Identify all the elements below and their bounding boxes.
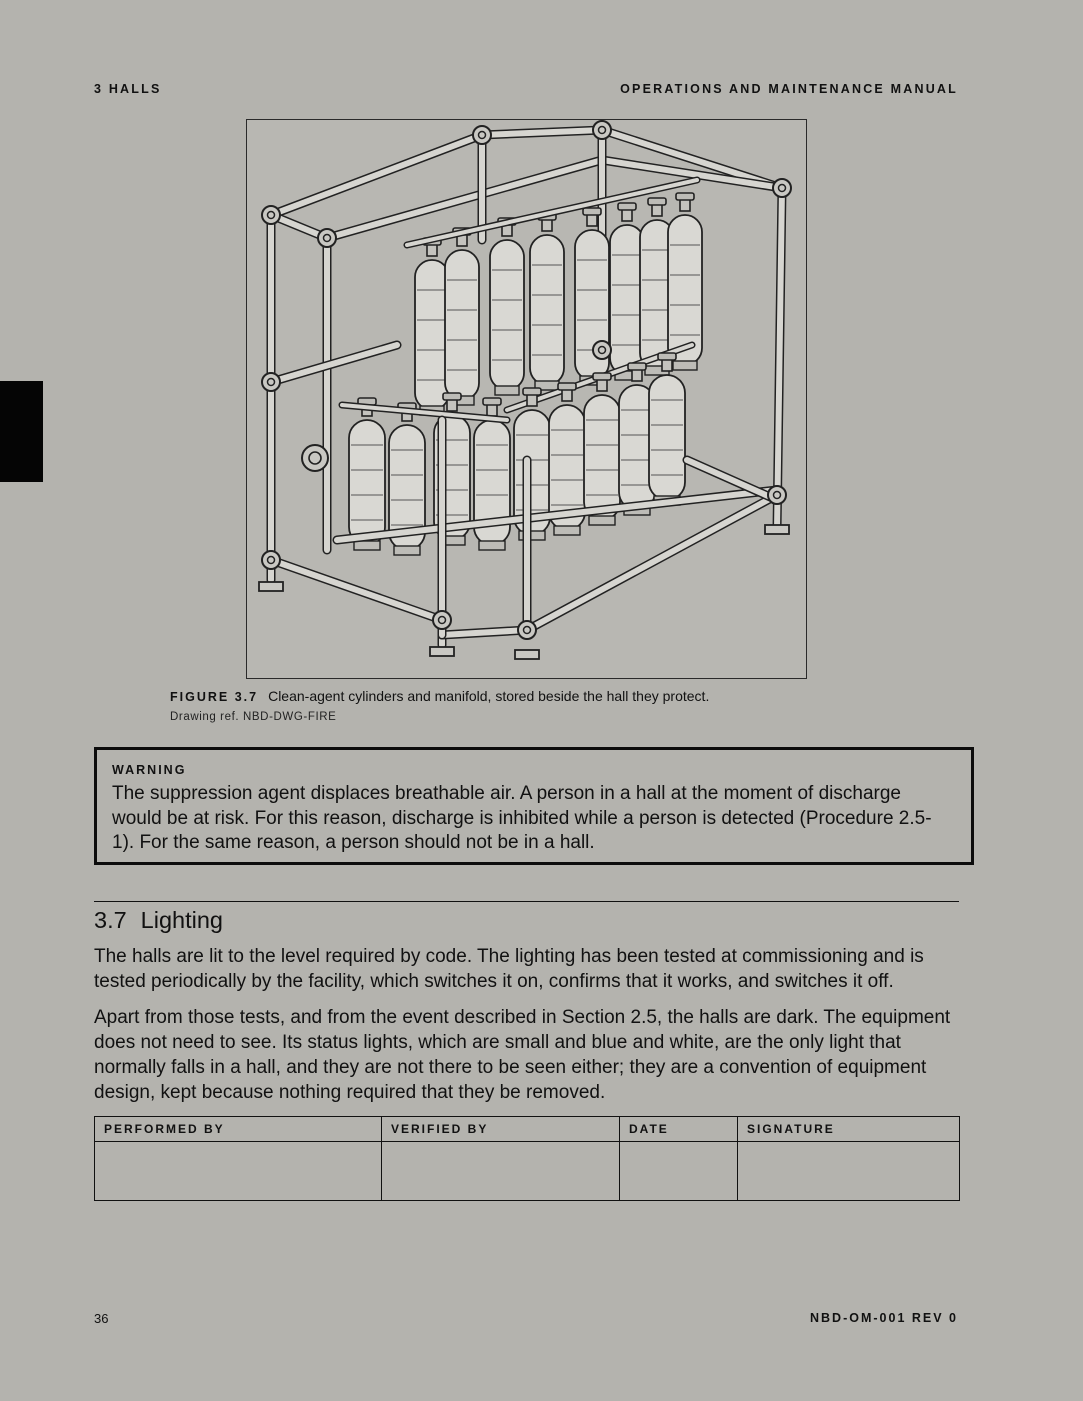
warning-title: WARNING xyxy=(112,763,187,777)
signature-cell[interactable] xyxy=(738,1142,960,1201)
running-head-manual-title: OPERATIONS AND MAINTENANCE MANUAL xyxy=(620,82,958,96)
figure-drawing-reference: Drawing ref. NBD-DWG-FIRE xyxy=(170,711,337,723)
running-head-chapter: 3 HALLS xyxy=(94,82,162,96)
chapter-edge-tab xyxy=(0,381,43,482)
verified-by-cell[interactable] xyxy=(382,1142,620,1201)
cylinder-rack-drawing xyxy=(247,120,806,678)
performed-by-cell[interactable] xyxy=(95,1142,382,1201)
warning-box xyxy=(94,747,974,865)
section-number: 3.7 xyxy=(94,907,127,933)
signoff-table xyxy=(94,1116,960,1201)
column-header-performed-by: PERFORMED BY xyxy=(95,1117,382,1142)
column-header-verified-by: VERIFIED BY xyxy=(382,1117,620,1142)
figure-caption-text: Clean-agent cylinders and manifold, stored beside the hall they protect. xyxy=(268,688,710,704)
figure-label: FIGURE 3.7 xyxy=(170,690,259,704)
figure-illustration xyxy=(246,119,807,679)
date-cell[interactable] xyxy=(620,1142,738,1201)
figure-caption xyxy=(170,688,709,704)
body-paragraph-2: Apart from those tests, and from the event described in Section 2.5, the halls are dark. The equipment does not need to see. Its status lights, which are small and blue and white, are the only light that normally falls in a hall, and they are not there to be seen either; they are a convention of equipment design, kept because nothing required that they be removed. xyxy=(94,1007,951,1103)
column-header-signature: SIGNATURE xyxy=(738,1117,960,1142)
warning-text: The suppression agent displaces breathable air. A person in a hall at the moment of discharge would be at risk. For this reason, discharge is inhibited while a person is detected (Procedure 2.5-1). For the same reason, a person should not be in a hall. xyxy=(112,783,932,853)
document-id: NBD-OM-001 REV 0 xyxy=(810,1311,958,1325)
section-title: Lighting xyxy=(140,907,223,933)
signoff-entry-row xyxy=(95,1142,960,1201)
section-heading xyxy=(94,907,223,934)
section-divider xyxy=(94,901,959,902)
signoff-header-row xyxy=(95,1117,960,1142)
body-paragraph-1: The halls are lit to the level required by code. The lighting has been tested at commissioning and is tested periodically by the facility, which switches it on, confirms that it works, and switches it off. xyxy=(94,946,924,992)
column-header-date: DATE xyxy=(620,1117,738,1142)
page-number: 36 xyxy=(94,1311,109,1326)
